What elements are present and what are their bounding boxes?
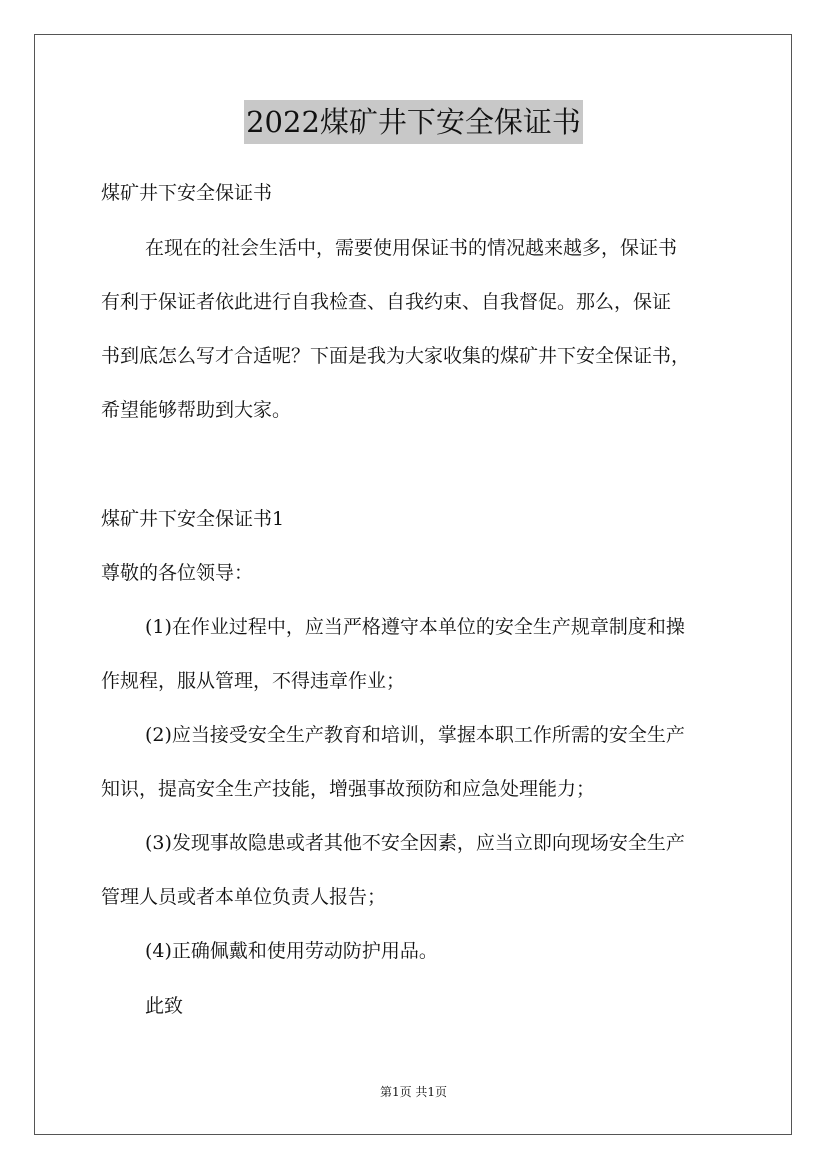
item-line: (2)应当接受安全生产教育和培训，掌握本职工作所需的安全生产: [145, 724, 685, 746]
closing: 此致: [145, 995, 184, 1017]
item-line: (4)正确佩戴和使用劳动防护用品。: [145, 940, 438, 962]
intro-line: 书到底怎么写才合适呢？下面是我为大家收集的煤矿井下安全保证书，: [101, 345, 691, 367]
item-line: (3)发现事故隐患或者其他不安全因素，应当立即向现场安全生产: [145, 832, 685, 854]
item-line: 作规程，服从管理，不得违章作业；: [101, 670, 406, 692]
item-line: 管理人员或者本单位负责人报告；: [101, 886, 387, 908]
salutation: 尊敬的各位领导：: [101, 562, 254, 584]
title-container: [0, 100, 827, 144]
item-line: 知识，提高安全生产技能，增强事故预防和应急处理能力；: [101, 778, 596, 800]
document-title: 2022煤矿井下安全保证书: [244, 100, 583, 144]
page-footer: 第1页 共1页: [379, 1085, 448, 1099]
intro-line: 有利于保证者依此进行自我检查、自我约束、自我督促。那么，保证: [101, 291, 672, 313]
intro-line: 在现在的社会生活中，需要使用保证书的情况越来越多，保证书: [145, 237, 678, 259]
section-title: 煤矿井下安全保证书1: [101, 508, 285, 530]
intro-line: 希望能够帮助到大家。: [101, 399, 292, 421]
item-line: (1)在作业过程中，应当严格遵守本单位的安全生产规章制度和操: [145, 616, 685, 638]
document-heading: 煤矿井下安全保证书: [101, 182, 273, 204]
